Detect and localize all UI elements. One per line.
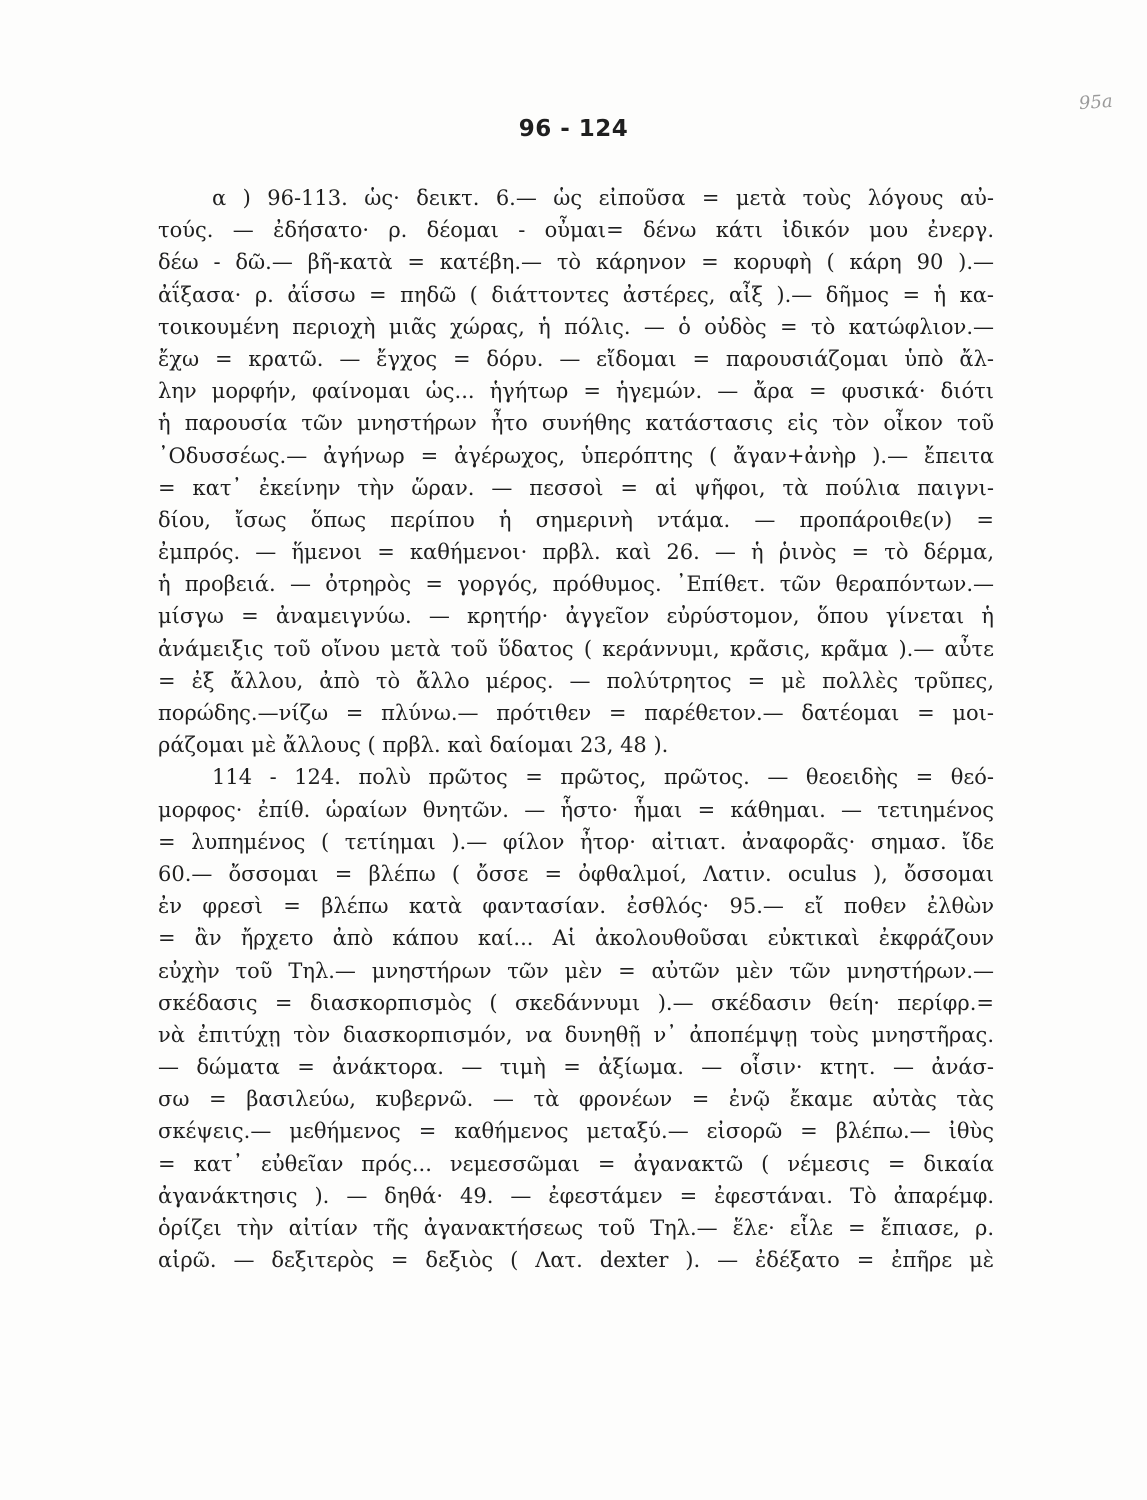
text-line: ἀνάμειξις τοῦ οἴνου μετὰ τοῦ ὕδατος ( κεράννυμι, κρᾶσις, κρᾶμα ).— αὖτε: [158, 636, 994, 661]
text-line: εὐχὴν τοῦ Τηλ.— μνηστήρων τῶν μὲν = αὐτῶν μὲν τῶν μνηστήρων.—: [158, 958, 994, 983]
text-line: = κατ᾿ εὐθεῖαν πρός... νεμεσσῶμαι = ἀγανακτῶ ( νέμεσις = δικαία: [158, 1151, 994, 1176]
text-line: νὰ ἐπιτύχῃ τὸν διασκορπισμόν, να δυνηθῇ ν᾿ ἀποπέμψῃ τοὺς μνηστῆρας.: [158, 1022, 994, 1047]
text-line: — δώματα = ἀνάκτορα. — τιμὴ = ἀξίωμα. — οἷσιν· κτητ. — ἀνάσ-: [158, 1055, 994, 1080]
text-line: αἱρῶ. — δεξιτερὸς = δεξιὸς ( Λατ. dexter ). — ἐδέξατο = ἐπῆρε μὲ: [158, 1248, 994, 1273]
text-line: μορφος· ἐπίθ. ὡραίων θνητῶν. — ἧστο· ἧμαι = κάθημαι. — τετιημένος: [158, 797, 994, 822]
text-line: ἐμπρός. — ἥμενοι = καθήμενοι· πρβλ. καὶ 26. — ἡ ῥινὸς = τὸ δέρμα,: [158, 540, 994, 565]
text-line: 60.— ὄσσομαι = βλέπω ( ὄσσε = ὀφθαλμοί, Λατιν. oculus ), ὄσσομαι: [158, 861, 994, 886]
text-line: ἐν φρεσὶ = βλέπω κατὰ φαντασίαν. ἐσθλός· 95.— εἴ ποθεν ἐλθὼν: [158, 894, 994, 919]
text-line: 114 - 124. πολὺ πρῶτος = πρῶτος, πρῶτος. — θεοειδὴς = θεό-: [212, 765, 994, 790]
text-line: ἡ παρουσία τῶν μνηστήρων ἦτο συνήθης κατάστασις εἰς τὸν οἶκον τοῦ: [158, 411, 994, 436]
text-line: ράζομαι μὲ ἄλλους ( πρβλ. καὶ δαίομαι 23, 48 ).: [158, 733, 669, 758]
text-line: σκέψεις.— μεθήμενος = καθήμενος μεταξύ.— εἰσορῶ = βλέπω.— ἰθὺς: [158, 1119, 994, 1144]
text-line: = ἐξ ἄλλου, ἀπὸ τὸ ἄλλο μέρος. — πολύτρητος = μὲ πολλὲς τρῦπες,: [158, 668, 994, 693]
text-line: ἀΐξασα· ρ. ἀΐσσω = πηδῶ ( διάττοντες ἀστέρες, αἶξ ).— δῆμος = ἡ κα-: [158, 282, 994, 307]
text-line: ᾿Οδυσσέως.— ἀγήνωρ = ἀγέρωχος, ὑπερόπτης ( ἄγαν+ἀνὴρ ).— ἔπειτα: [158, 443, 994, 468]
text-line: ἀγανάκτησις ). — δηθά· 49. — ἐφεστάμεν = ἐφεστάναι. Τὸ ἀπαρέμφ.: [158, 1183, 994, 1208]
text-line: α ) 96-113. ὡς· δεικτ. 6.— ὡς εἰποῦσα = μετὰ τοὺς λόγους αὐ-: [212, 186, 994, 210]
page-heading: 96 - 124: [518, 116, 629, 142]
text-line: πορώδης.—νίζω = πλύνω.— πρότιθεν = παρέθετον.— δατέομαι = μοι-: [158, 701, 994, 725]
text-line: δίου, ἴσως ὅπως περίπου ἡ σημερινὴ ντάμα. — προπάροιθε(ν) =: [158, 507, 994, 532]
text-line: σκέδασις = διασκορπισμὸς ( σκεδάννυμι ).— σκέδασιν θείη· περίφρ.=: [158, 990, 994, 1015]
text-line: δέω - δῶ.— βῆ-κατὰ = κατέβη.— τὸ κάρηνον = κορυφὴ ( κάρη 90 ).—: [158, 250, 994, 275]
text-line: = ἂν ἤρχετο ἀπὸ κάπου καί... Αἱ ἀκολουθοῦσαι εὐκτικαὶ ἐκφράζουν: [158, 926, 994, 951]
text-line: τοικουμένη περιοχὴ μιᾶς χώρας, ἡ πόλις. — ὁ οὐδὸς = τὸ κατώφλιον.—: [158, 314, 994, 339]
margin-pencil-note: 95a: [1078, 90, 1114, 115]
text-line: ἔχω = κρατῶ. — ἔγχος = δόρυ. — εἴδομαι = παρουσιάζομαι ὑπὸ ἄλ-: [158, 346, 994, 371]
text-line: = λυπημένος ( τετίημαι ).— φίλον ἦτορ· αἰτιατ. ἀναφορᾶς· σημασ. ἴδε: [158, 829, 994, 854]
text-line: σω = βασιλεύω, κυβερνῶ. — τὰ φρονέων = ἐνῷ ἔκαμε αὐτὰς τὰς: [158, 1087, 994, 1112]
text-line: λην μορφήν, φαίνομαι ὡς... ἡγήτωρ = ἡγεμών. — ἄρα = φυσικά· διότι: [158, 379, 994, 404]
commentary-text-block: [158, 182, 994, 1276]
text-line: ἡ προβειά. — ὀτρηρὸς = γοργός, πρόθυμος. ᾿Επίθετ. τῶν θεραπόντων.—: [158, 572, 994, 597]
text-line: ὁρίζει τὴν αἰτίαν τῆς ἀγανακτήσεως τοῦ Τηλ.— ἕλε· εἷλε = ἔπιασε, ρ.: [158, 1216, 994, 1240]
text-line: μίσγω = ἀναμειγνύω. — κρητήρ· ἀγγεῖον εὐρύστομον, ὅπου γίνεται ἡ: [158, 604, 994, 629]
text-line: τούς. — ἐδήσατο· ρ. δέομαι - οὖμαι= δένω κάτι ἰδικόν μου ἐνεργ.: [158, 218, 994, 243]
text-line: = κατ᾿ ἐκείνην τὴν ὥραν. — πεσσοὶ = αἱ ψῆφοι, τὰ πούλια παιγνι-: [158, 475, 994, 500]
